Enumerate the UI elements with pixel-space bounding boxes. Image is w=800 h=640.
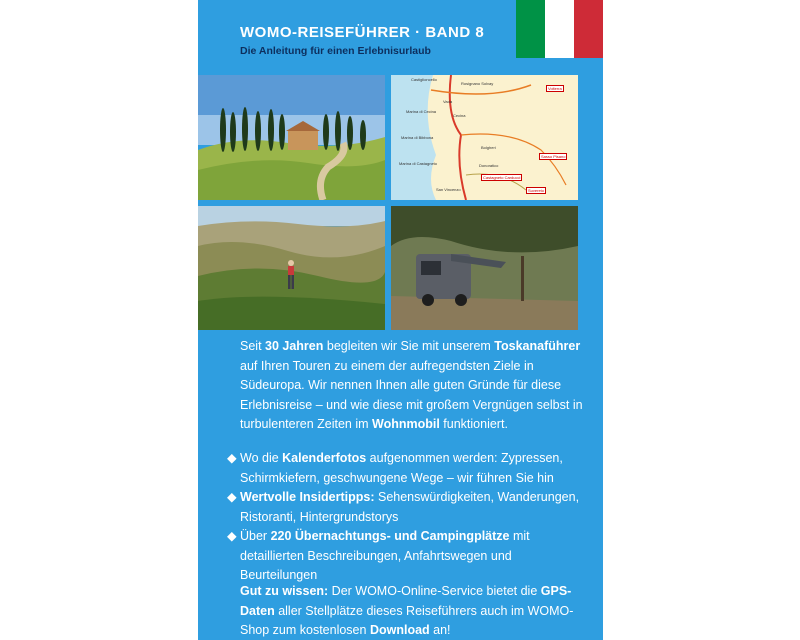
photo-tuscan-villa: [198, 75, 385, 200]
italian-flag: [516, 0, 603, 58]
map-label: Bolgheri: [481, 145, 496, 150]
photo-camper-van: [391, 206, 578, 330]
feature-text: mit detaillierten Beschreibungen, Anfahrtswegen und Beurteilungen: [240, 529, 530, 582]
note-highlight: GPS-Daten: [240, 584, 572, 618]
map-label: Donoratico: [479, 163, 499, 168]
feature-highlight: 220 Übernachtungs- und Campingplätze: [270, 529, 510, 543]
road-map: [391, 75, 578, 200]
series-title: WOMO-REISEFÜHRER · BAND 8: [240, 24, 485, 41]
intro-paragraph: [240, 337, 590, 435]
feature-item: [227, 488, 585, 527]
feature-text: Sehenswürdigkeiten, Wanderungen, Ristoranti, Hintergrundstorys: [240, 490, 580, 524]
map-label: Castiglioncello: [411, 77, 437, 82]
map-label: Rosignano Solvay: [461, 81, 494, 86]
flag-white-stripe: [545, 0, 574, 58]
feature-item: [227, 527, 585, 586]
bullet-diamond-icon: ◆: [227, 490, 237, 504]
map-label: Vada: [443, 99, 453, 104]
series-subtitle: Die Anleitung für einen Erlebnisurlaub: [240, 45, 431, 57]
intro-highlight: Toskanaführer: [494, 339, 581, 353]
note-text: an!: [429, 623, 451, 637]
map-label: Cecina: [453, 113, 466, 118]
bullet-diamond-icon: ◆: [227, 529, 237, 543]
map-label: Marina di Cecina: [406, 109, 437, 114]
map-label: San Vincenzo: [436, 187, 461, 192]
feature-highlight: Kalenderfotos: [282, 451, 367, 465]
bullet-diamond-icon: ◆: [227, 451, 237, 465]
intro-highlight: 30 Jahren: [265, 339, 324, 353]
note-text: aller Stellplätze dieses Reiseführers auch im WOMO-Shop zum kostenlosen: [240, 603, 574, 637]
flag-red-stripe: [574, 0, 603, 58]
book-back-cover: [198, 0, 603, 640]
note-paragraph: [240, 582, 590, 640]
feature-text: aufgenommen werden: Zypressen, Schirmkiefern, geschwungene Wege – wir führen Sie hin: [240, 451, 563, 485]
feature-text: Über: [240, 529, 271, 543]
map-label: Suvereto: [528, 188, 545, 193]
feature-highlight: Wertvolle Insidertipps:: [240, 490, 375, 504]
intro-text: Seit: [240, 339, 266, 353]
map-label: Sasso Pisano: [541, 154, 566, 159]
feature-text: Wo die: [240, 451, 283, 465]
intro-highlight: Wohnmobil: [372, 417, 440, 431]
map-label: Marina di Castagneto: [399, 161, 438, 166]
intro-text: funktioniert.: [439, 417, 508, 431]
note-text: Der WOMO-Online-Service bietet die: [328, 584, 541, 598]
feature-item: [227, 449, 585, 488]
intro-text: auf Ihren Touren zu einem der aufregendsten Ziele in Südeuropa. Wir nennen Ihnen alle guten Gründe für diese Erlebnisreise – und wie diese mit großem Vergnügen selbst in turbulenteren Zeiten im: [240, 358, 583, 431]
note-highlight: Download: [369, 623, 430, 637]
flag-green-stripe: [516, 0, 545, 58]
note-highlight: Gut zu wissen:: [240, 584, 329, 598]
map-label: Volterra: [548, 86, 562, 91]
feature-list: [227, 449, 585, 586]
photo-hiker-hills: [198, 206, 385, 330]
map-label: Castagneto Carducci: [483, 175, 521, 180]
map-label: Marina di Bibbona: [401, 135, 434, 140]
intro-text: begleiten wir Sie mit unserem: [323, 339, 495, 353]
